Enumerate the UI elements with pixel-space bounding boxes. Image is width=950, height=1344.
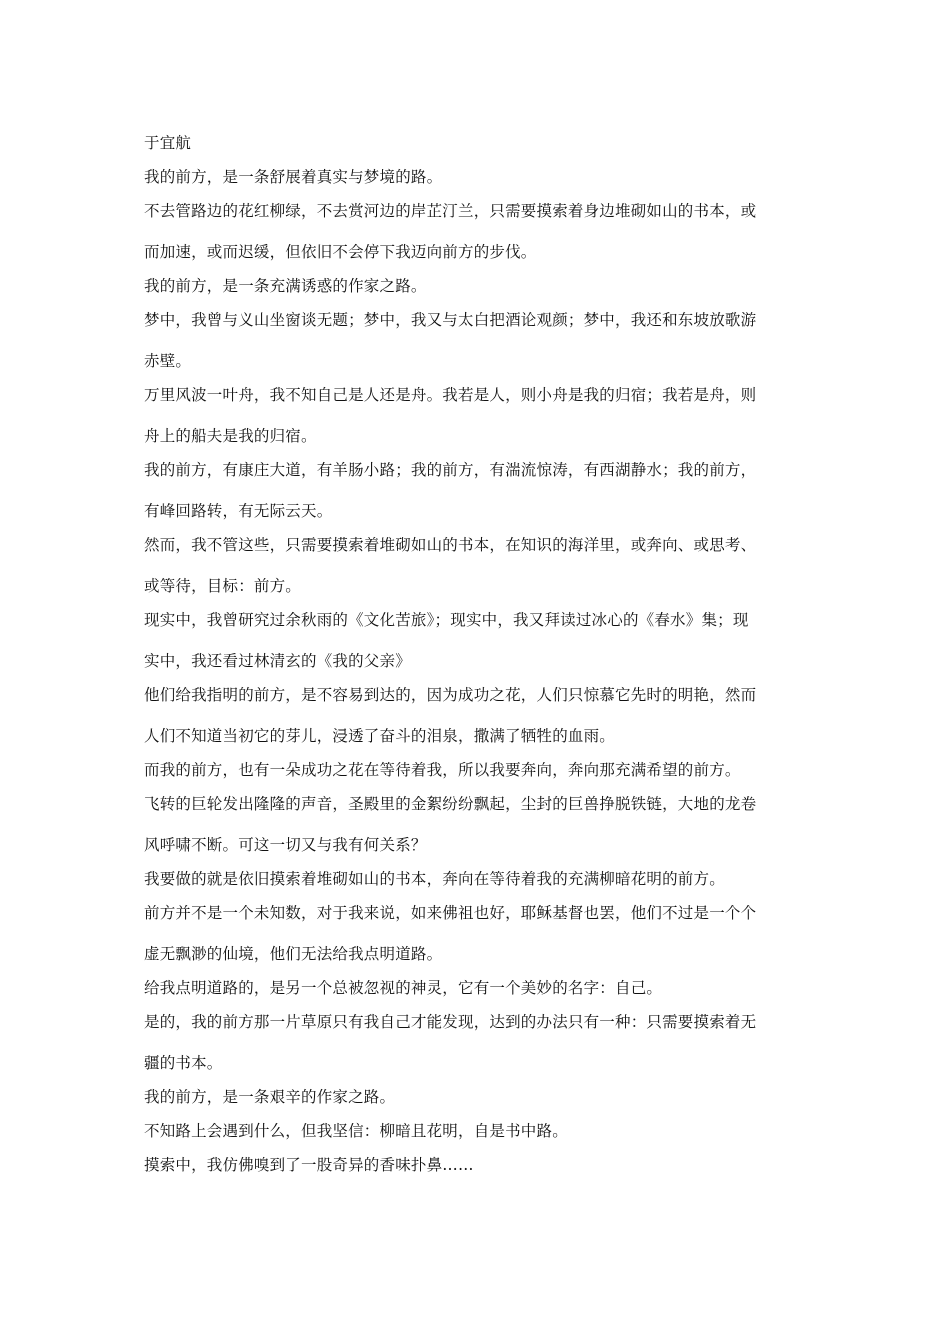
paragraph-line: 我的前方，是一条充满诱惑的作家之路。 — [144, 277, 427, 295]
paragraph-line: 而我的前方，也有一朵成功之花在等待着我，所以我要奔向，奔向那充满希望的前方。 — [144, 761, 741, 779]
paragraph-line: 我的前方，是一条艰辛的作家之路。 — [144, 1088, 396, 1106]
paragraph-line: 梦中，我曾与义山坐窗谈无题；梦中，我又与太白把酒论观颜；梦中，我还和东坡放歌游 — [144, 311, 757, 329]
paragraph-line: 人们不知道当初它的芽儿，浸透了奋斗的泪泉，撒满了牺牲的血雨。 — [144, 727, 616, 745]
paragraph-line: 舟上的船夫是我的归宿。 — [144, 427, 317, 445]
paragraph-line: 实中，我还看过林清玄的《我的父亲》 — [144, 652, 411, 670]
paragraph-line: 万里风波一叶舟，我不知自己是人还是舟。我若是人，则小舟是我的归宿；我若是舟，则 — [144, 386, 757, 404]
paragraph-line: 我的前方，有康庄大道，有羊肠小路；我的前方，有湍流惊涛，有西湖静水；我的前方， — [144, 461, 757, 479]
paragraph-line: 不去管路边的花红柳绿，不去赏河边的岸芷汀兰，只需要摸索着身边堆砌如山的书本，或 — [144, 202, 757, 220]
paragraph-line: 疆的书本。 — [144, 1054, 223, 1072]
paragraph-line: 是的，我的前方那一片草原只有我自己才能发现，达到的办法只有一种：只需要摸索着无 — [144, 1013, 757, 1031]
paragraph-line: 摸索中，我仿佛嗅到了一股奇异的香味扑鼻…… — [144, 1156, 474, 1174]
document-body — [144, 126, 810, 1182]
paragraph-line: 我的前方，是一条舒展着真实与梦境的路。 — [144, 168, 443, 186]
paragraph-line: 现实中，我曾研究过余秋雨的《文化苦旅》；现实中，我又拜读过冰心的《春水》集；现 — [144, 611, 749, 629]
paragraph-line: 风呼啸不断。可这一切又与我有何关系？ — [144, 836, 427, 854]
paragraph-line: 赤壁。 — [144, 352, 192, 370]
paragraph-line: 或等待，目标：前方。 — [144, 577, 302, 595]
paragraph-line: 给我点明道路的，是另一个总被忽视的神灵，它有一个美妙的名字：自己。 — [144, 979, 663, 997]
paragraph-line: 我要做的就是依旧摸索着堆砌如山的书本，奔向在等待着我的充满柳暗花明的前方。 — [144, 870, 725, 888]
paragraph-line: 前方并不是一个未知数，对于我来说，如来佛祖也好，耶稣基督也罢，他们不过是一个个 — [144, 904, 757, 922]
paragraph-line: 而加速，或而迟缓，但依旧不会停下我迈向前方的步伐。 — [144, 243, 537, 261]
author-name: 于宜航 — [144, 134, 192, 152]
paragraph-line: 有峰回路转，有无际云天。 — [144, 502, 333, 520]
paragraph-line: 他们给我指明的前方，是不容易到达的，因为成功之花，人们只惊慕它先时的明艳，然而 — [144, 686, 757, 704]
paragraph-line: 然而，我不管这些，只需要摸索着堆砌如山的书本，在知识的海洋里，或奔向、或思考、 — [144, 536, 757, 554]
paragraph-line: 不知路上会遇到什么，但我坚信：柳暗且花明，自是书中路。 — [144, 1122, 568, 1140]
paragraph-line: 虚无飘渺的仙境，他们无法给我点明道路。 — [144, 945, 443, 963]
paragraph-line: 飞转的巨轮发出隆隆的声音，圣殿里的金絮纷纷飘起，尘封的巨兽挣脱铁链，大地的龙卷 — [144, 795, 757, 813]
